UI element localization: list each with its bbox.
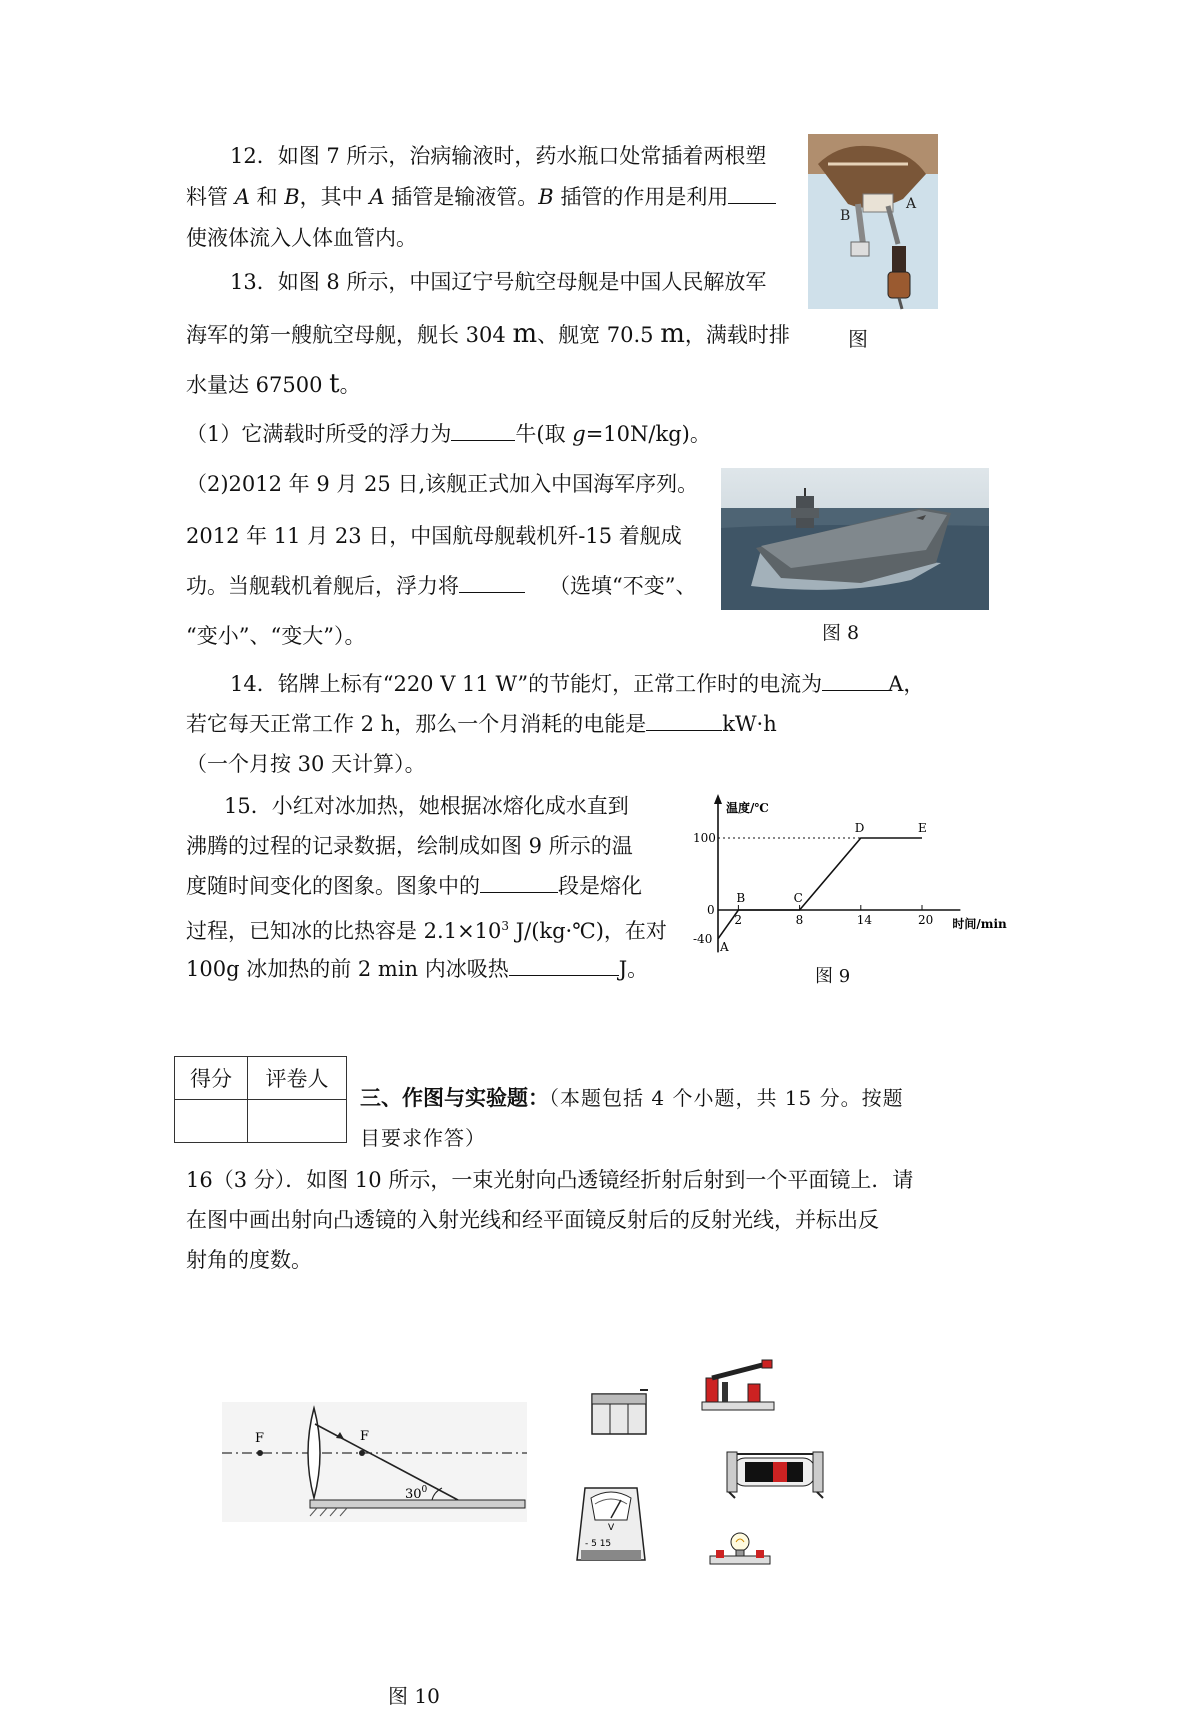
section3-heading: 三、作图与实验题：（本题包括 4 个小题，共 15 分。按题 bbox=[360, 1086, 904, 1110]
q15-line2: 沸腾的过程的记录数据，绘制成如图 9 所示的温 bbox=[186, 834, 633, 858]
focus-left bbox=[257, 1450, 263, 1456]
y-tick-label: 0 bbox=[707, 903, 715, 917]
q13-line3: 水量达 67500 t。 bbox=[186, 369, 361, 399]
answer-blank[interactable] bbox=[728, 183, 776, 204]
y-tick-label: 100 bbox=[693, 831, 716, 845]
answer-blank[interactable] bbox=[480, 872, 558, 893]
score-cell[interactable] bbox=[175, 1100, 248, 1143]
q13-line2: 海军的第一艘航空母舰，舰长 304 m、舰宽 70.5 m，满载时排 bbox=[186, 319, 790, 349]
q13-line1: 13．如图 8 所示，中国辽宁号航空母舰是中国人民解放军 bbox=[230, 270, 767, 294]
q13-part2-line3: 功。当舰载机着舰后，浮力将 （选填“不变”、 bbox=[186, 574, 697, 598]
answer-blank[interactable] bbox=[459, 572, 525, 593]
rheostat-icon bbox=[725, 1448, 825, 1498]
lens-mirror-figure bbox=[222, 1402, 527, 1522]
q14-line2: 若它每天正常工作 2 h，那么一个月消耗的电能是 kW·h bbox=[186, 712, 777, 736]
battery-pack-icon bbox=[590, 1388, 650, 1438]
x-tick-label: 2 bbox=[734, 913, 743, 927]
grader-header: 评卷人 bbox=[248, 1057, 347, 1100]
answer-blank[interactable] bbox=[509, 955, 619, 976]
answer-blank[interactable] bbox=[451, 420, 515, 441]
q14-line1: 14．铭牌上标有“220 V 11 W”的节能灯，正常工作时的电流为 A， bbox=[230, 672, 925, 696]
voltmeter-icon bbox=[575, 1480, 647, 1564]
label-a: A bbox=[906, 196, 917, 212]
fig9-caption: 图 9 bbox=[815, 966, 851, 987]
q13-part2-line1: （2)2012 年 9 月 25 日,该舰正式加入中国海军序列。 bbox=[186, 472, 699, 496]
answer-blank[interactable] bbox=[646, 710, 722, 731]
q15-line1: 15．小红对冰加热，她根据冰熔化成水直到 bbox=[224, 794, 629, 818]
grader-cell[interactable] bbox=[248, 1100, 347, 1143]
focus-right-label: F bbox=[360, 1429, 370, 1444]
q16-line2: 在图中画出射向凸透镜的入射光线和经平面镜反射后的反射光线，并标出反 bbox=[186, 1208, 879, 1232]
q16-line1: 16（3 分）．如图 10 所示，一束光射向凸透镜经折射后射到一个平面镜上．请 bbox=[186, 1168, 914, 1192]
focus-left-label: F bbox=[255, 1431, 265, 1446]
q12-line3: 使液体流入人体血管内。 bbox=[186, 226, 417, 250]
x-tick-label: 14 bbox=[856, 913, 873, 927]
answer-blank[interactable] bbox=[822, 670, 888, 691]
y-axis-label: 温度/℃ bbox=[726, 801, 769, 815]
x-axis-label: 时间/min bbox=[952, 917, 1007, 931]
q12-line2: 料管 A 和 B，其中 A 插管是输液管。B 插管的作用是利用 bbox=[186, 183, 776, 211]
infusion-bottle-figure bbox=[808, 134, 938, 309]
label-b: B bbox=[840, 208, 851, 224]
point-label-E: E bbox=[918, 821, 927, 835]
fig8-caption: 图 8 bbox=[822, 622, 860, 644]
q13-part1: （1）它满载时所受的浮力为 牛(取 g=10N/kg)。 bbox=[186, 422, 711, 446]
temperature-series-line bbox=[718, 838, 922, 939]
point-label-C: C bbox=[793, 891, 803, 905]
q14-line3: （一个月按 30 天计算）。 bbox=[186, 752, 426, 776]
fig10-caption: 图 10 bbox=[388, 1684, 440, 1708]
y-tick-label: -40 bbox=[693, 931, 713, 946]
q15-line5: 100g 冰加热的前 2 min 内冰吸热 J。 bbox=[186, 957, 649, 981]
point-label-A: A bbox=[720, 939, 729, 954]
q13-part2-line2: 2012 年 11 月 23 日，中国航母舰载机歼-15 着舰成 bbox=[186, 524, 682, 548]
q15-line3: 度随时间变化的图象。图象中的 段是熔化 bbox=[186, 874, 642, 898]
q13-part2-line4: “变小”、“变大”）。 bbox=[186, 624, 366, 648]
x-tick-label: 20 bbox=[918, 913, 934, 927]
score-table bbox=[174, 1056, 347, 1143]
aircraft-carrier-photo bbox=[721, 468, 989, 610]
q12-line1: 12．如图 7 所示，治病输液时，药水瓶口处常插着两根塑 bbox=[230, 144, 767, 168]
x-tick-label: 8 bbox=[795, 913, 804, 927]
q16-line3: 射角的度数。 bbox=[186, 1248, 312, 1272]
svg-text:V: V bbox=[608, 1523, 615, 1533]
q15-line4: 过程，已知冰的比热容是 $2.1\times 10^3$ J/(kg·℃)，在对 bbox=[186, 919, 667, 943]
temperature-time-chart bbox=[688, 790, 1007, 975]
score-header: 得分 bbox=[175, 1057, 248, 1100]
light-bulb-icon bbox=[708, 1530, 772, 1566]
point-label-B: B bbox=[736, 891, 746, 905]
voltmeter-terminals: - 5 15 bbox=[585, 1539, 612, 1549]
section3-desc: 目要求作答） bbox=[360, 1126, 486, 1150]
knife-switch-icon bbox=[700, 1360, 776, 1412]
fig7-caption: 图 bbox=[848, 327, 868, 351]
angle-label: $30^0$ bbox=[405, 1485, 428, 1502]
y-axis-arrow bbox=[714, 794, 722, 804]
point-label-D: D bbox=[854, 821, 865, 835]
